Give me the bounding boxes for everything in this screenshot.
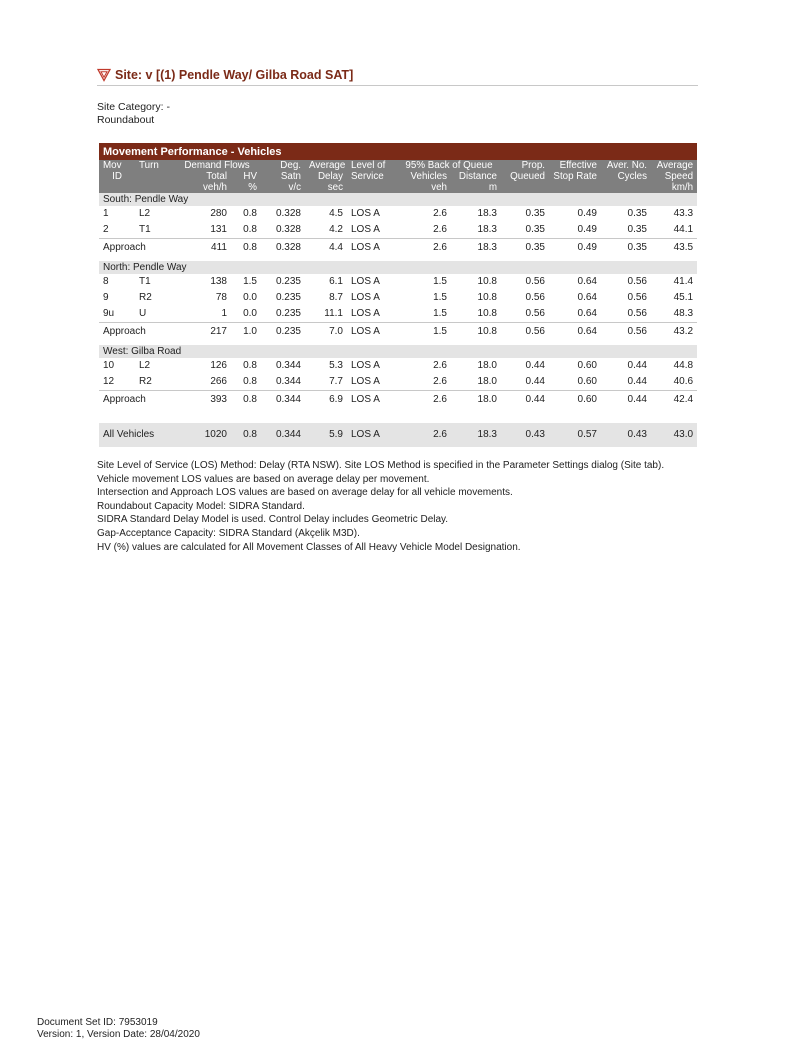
table-cell: 0.35 (601, 239, 651, 257)
table-cell: 0.43 (501, 423, 549, 447)
table-cell: 0.35 (627, 208, 647, 219)
header-cell: sec (305, 182, 347, 193)
table-cell: 9 (103, 292, 109, 303)
table-cell: 4.4 (305, 239, 347, 257)
table-cell: 0.49 (577, 208, 597, 219)
table-cell: 78 (215, 292, 227, 303)
table-cell: 0.44 (501, 391, 549, 409)
table-cell: 43.2 (651, 323, 697, 341)
header-cell: Deg. (261, 160, 305, 171)
header-cell: Speed (651, 171, 697, 182)
all-vehicles-label: All Vehicles (99, 423, 173, 447)
site-category-label: Site Category: - (97, 101, 170, 113)
table-cell: 0.328 (275, 208, 301, 219)
table-cell: 4.2 (329, 224, 343, 235)
table-cell: LOS A (347, 239, 397, 257)
section-row (99, 193, 697, 206)
table-cell: 5.9 (305, 423, 347, 447)
table-cell: 0.35 (627, 224, 647, 235)
table-cell: 138 (210, 276, 227, 287)
approach-row (99, 239, 697, 257)
header-cell (99, 182, 135, 193)
table-header-row (99, 160, 697, 171)
table-cell: 18.3 (477, 224, 497, 235)
table-cell: LOS A (347, 323, 397, 341)
note-line: Roundabout Capacity Model: SIDRA Standard. (97, 500, 305, 512)
table-cell: 44.8 (673, 360, 694, 371)
table-cell: 0.60 (577, 376, 597, 387)
table-cell: 0.344 (261, 391, 305, 409)
table-cell: 10 (103, 360, 115, 371)
table-cell: 45.1 (673, 292, 694, 303)
table-cell: 0.8 (231, 391, 261, 409)
header-cell: Average (651, 160, 697, 171)
table-cell: LOS A (351, 276, 380, 287)
table-cell: 2.6 (397, 423, 451, 447)
table-cell: 0.49 (577, 224, 597, 235)
table-cell: 0.57 (549, 423, 601, 447)
header-cell: Satn (261, 171, 305, 182)
table-cell: 0.64 (577, 308, 597, 319)
table-cell: 18.3 (477, 208, 497, 219)
approach-label: Approach (99, 239, 173, 257)
table-cell: 18.0 (451, 391, 501, 409)
table-cell: 1 (103, 208, 109, 219)
table-cell: 1.0 (231, 323, 261, 341)
table-cell: 48.3 (673, 308, 694, 319)
table-cell: 0.56 (601, 323, 651, 341)
document-set-id: Document Set ID: 7953019 (37, 1017, 158, 1028)
table-cell: 393 (173, 391, 231, 409)
table-caption: Movement Performance - Vehicles (99, 143, 697, 160)
table-cell: LOS A (351, 208, 380, 219)
table-cell: 0.235 (275, 308, 301, 319)
note-line: HV (%) values are calculated for All Movement Classes of All Heavy Vehicle Model Designation. (97, 541, 521, 553)
all-vehicles-row (99, 423, 697, 447)
table-header-row (99, 171, 697, 182)
table-cell: 18.0 (477, 360, 497, 371)
header-cell: Service (347, 171, 397, 182)
table-cell: 266 (210, 376, 227, 387)
header-cell: 95% Back of Queue (397, 160, 501, 171)
page-title: Site: v [(1) Pendle Way/ Gilba Road SAT] (115, 68, 354, 82)
table-cell: 2 (103, 224, 109, 235)
header-cell: veh (397, 182, 451, 193)
header-cell: % (231, 182, 261, 193)
section-name: North: Pendle Way (99, 261, 697, 274)
table-cell: 2.6 (433, 360, 447, 371)
table-cell: 0.64 (549, 323, 601, 341)
header-cell: Cycles (601, 171, 651, 182)
table-cell: 0.35 (525, 224, 545, 235)
table-cell: 1 (221, 308, 227, 319)
note-line: SIDRA Standard Delay Model is used. Control Delay includes Geometric Delay. (97, 514, 449, 526)
table-cell: 43.3 (673, 208, 694, 219)
table-cell: 0.328 (261, 239, 305, 257)
table-cell: LOS A (351, 308, 380, 319)
table-cell: 0.344 (275, 360, 301, 371)
site-category (97, 101, 170, 127)
header-cell: Level of (347, 160, 397, 171)
table-cell: R2 (139, 292, 152, 303)
table-cell: 11.1 (324, 308, 343, 319)
table-row (99, 306, 697, 323)
table-cell: 0.49 (549, 239, 601, 257)
table-cell: 1.5 (433, 308, 447, 319)
table-cell: 41.4 (673, 276, 694, 287)
table-cell: 0.56 (501, 323, 549, 341)
header-cell: m (451, 182, 501, 193)
table-cell: 12 (103, 376, 115, 387)
table-cell: 0.56 (627, 308, 647, 319)
table-header-row (99, 182, 697, 193)
table-cell: 0.35 (525, 208, 545, 219)
table-cell: 7.0 (305, 323, 347, 341)
table-cell: 0.344 (261, 423, 305, 447)
header-cell: km/h (651, 182, 697, 193)
header-cell: Mov (99, 160, 135, 171)
header-cell: Turn (135, 160, 173, 171)
approach-row (99, 391, 697, 409)
header-cell: Total (173, 171, 231, 182)
table-cell: 0.8 (231, 423, 261, 447)
note-line: Gap-Acceptance Capacity: SIDRA Standard (Akçelik M3D). (97, 527, 360, 539)
table-cell: 0.344 (275, 376, 301, 387)
table-row (99, 206, 697, 222)
header-cell (347, 182, 397, 193)
approach-label: Approach (99, 323, 173, 341)
table-cell: R2 (139, 376, 152, 387)
table-cell: 0.64 (577, 292, 597, 303)
table-cell: 0.235 (275, 276, 301, 287)
table-cell: 0.328 (275, 224, 301, 235)
table-cell: LOS A (351, 224, 380, 235)
spacer-row (99, 413, 697, 423)
version-info: Version: 1, Version Date: 28/04/2020 (37, 1029, 200, 1040)
table-cell: 0.35 (501, 239, 549, 257)
header-cell (549, 182, 601, 193)
table-cell: 8 (103, 276, 109, 287)
table-cell: 42.4 (651, 391, 697, 409)
table-cell: 0.56 (525, 276, 545, 287)
section-name: South: Pendle Way (99, 193, 697, 206)
section-row (99, 345, 697, 358)
table-cell: 0.0 (243, 292, 257, 303)
table-row (99, 358, 697, 374)
header-cell (601, 182, 651, 193)
document-footer (37, 1017, 200, 1041)
table-cell: 1.5 (433, 276, 447, 287)
table-cell: 0.56 (525, 308, 545, 319)
header-cell: ID (99, 171, 135, 182)
header-cell: Effective (549, 160, 601, 171)
header-cell: veh/h (173, 182, 231, 193)
table-cell: LOS A (351, 292, 380, 303)
table-cell: 2.6 (397, 239, 451, 257)
table-cell: 131 (210, 224, 227, 235)
table-cell: LOS A (351, 376, 380, 387)
header-cell: Distance (451, 171, 501, 182)
table-cell: 1.5 (397, 323, 451, 341)
table-cell: 280 (210, 208, 227, 219)
table-cell: 126 (210, 360, 227, 371)
header-cell (135, 182, 173, 193)
header-cell: Aver. No. (601, 160, 651, 171)
note-line: Vehicle movement LOS values are based on average delay per movement. (97, 473, 430, 485)
table-cell: 0.44 (627, 360, 647, 371)
table-cell: 2.6 (433, 208, 447, 219)
table-row (99, 374, 697, 391)
table-row (99, 222, 697, 239)
table-cell: 40.6 (673, 376, 694, 387)
table-cell: 18.3 (451, 423, 501, 447)
table-cell: 0.8 (243, 360, 257, 371)
table-cell: 10.8 (477, 276, 497, 287)
note-line: Site Level of Service (LOS) Method: Delay (RTA NSW). Site LOS Method is specified in the Parameter Settings dialog (Site tab). (97, 460, 665, 471)
table-cell: 0.44 (627, 376, 647, 387)
site-category-value: Roundabout (97, 114, 155, 126)
note-line: Intersection and Approach LOS values are based on average delay for all vehicle movements. (97, 487, 513, 499)
table-cell: 10.8 (477, 292, 497, 303)
table-cell: 0.8 (231, 239, 261, 257)
table-cell: 0.60 (549, 391, 601, 409)
table-cell: 44.1 (673, 224, 694, 235)
table-cell: 18.0 (477, 376, 497, 387)
table-cell: 0.0 (243, 308, 257, 319)
site-title-block (97, 66, 698, 86)
table-row (99, 290, 697, 306)
table-cell: 0.56 (525, 292, 545, 303)
header-cell (135, 171, 173, 182)
header-cell: Stop Rate (549, 171, 601, 182)
table-cell: 10.8 (451, 323, 501, 341)
spacer (99, 413, 697, 423)
table-cell: LOS A (347, 423, 397, 447)
table-cell: T1 (139, 224, 151, 235)
table-cell: 411 (173, 239, 231, 257)
table-cell: L2 (139, 208, 151, 219)
table-cell: 0.8 (243, 208, 257, 219)
title-row (97, 66, 698, 84)
table-cell: 0.60 (577, 360, 597, 371)
table-cell: 0.235 (261, 323, 305, 341)
table-cell: 217 (173, 323, 231, 341)
table-cell: 0.56 (627, 292, 647, 303)
table-cell: 2.6 (397, 391, 451, 409)
table-cell: 18.3 (451, 239, 501, 257)
header-cell: v/c (261, 182, 305, 193)
header-cell: Demand Flows (173, 160, 261, 171)
table-cell: 8.7 (329, 292, 343, 303)
table-cell: 7.7 (329, 376, 343, 387)
header-cell: Delay (305, 171, 347, 182)
table-cell: 5.3 (329, 360, 343, 371)
table-row (99, 274, 697, 290)
table-cell: 10.8 (477, 308, 497, 319)
table-cell: 0.44 (601, 391, 651, 409)
table-cell: 2.6 (433, 224, 447, 235)
table-cell: U (139, 308, 147, 319)
table-cell: 6.1 (329, 276, 343, 287)
section-name: West: Gilba Road (99, 345, 697, 358)
table-cell: 6.9 (305, 391, 347, 409)
table-cell: 0.235 (275, 292, 301, 303)
table-cell: 0.43 (601, 423, 651, 447)
approach-label: Approach (99, 391, 173, 409)
table-cell: 0.64 (577, 276, 597, 287)
warning-triangle-icon (97, 68, 111, 82)
table-cell: LOS A (351, 360, 380, 371)
table-cell: 2.6 (433, 376, 447, 387)
section-row (99, 261, 697, 274)
table-cell: 0.44 (525, 376, 545, 387)
header-cell (501, 182, 549, 193)
table-cell: LOS A (347, 391, 397, 409)
table-cell: 43.5 (651, 239, 697, 257)
table-cell: T1 (139, 276, 151, 287)
table-cell: 1020 (173, 423, 231, 447)
header-cell: Queued (501, 171, 549, 182)
table-cell: L2 (139, 360, 151, 371)
movement-performance-table (99, 143, 697, 447)
site-notes (97, 459, 737, 554)
table-cell: 9u (103, 308, 115, 319)
table-cell: 0.56 (627, 276, 647, 287)
table-cell: 4.5 (329, 208, 343, 219)
table-cell: 0.8 (243, 224, 257, 235)
approach-row (99, 323, 697, 341)
title-divider (97, 85, 698, 86)
table-cell: 0.44 (525, 360, 545, 371)
table-caption-row (99, 143, 697, 160)
header-cell: Vehicles (397, 171, 451, 182)
header-cell: Average (305, 160, 347, 171)
header-cell: HV (231, 171, 261, 182)
table-cell: 43.0 (651, 423, 697, 447)
table-cell: 1.5 (433, 292, 447, 303)
header-cell: Prop. (501, 160, 549, 171)
table-cell: 1.5 (243, 276, 257, 287)
table-cell: 0.8 (243, 376, 257, 387)
